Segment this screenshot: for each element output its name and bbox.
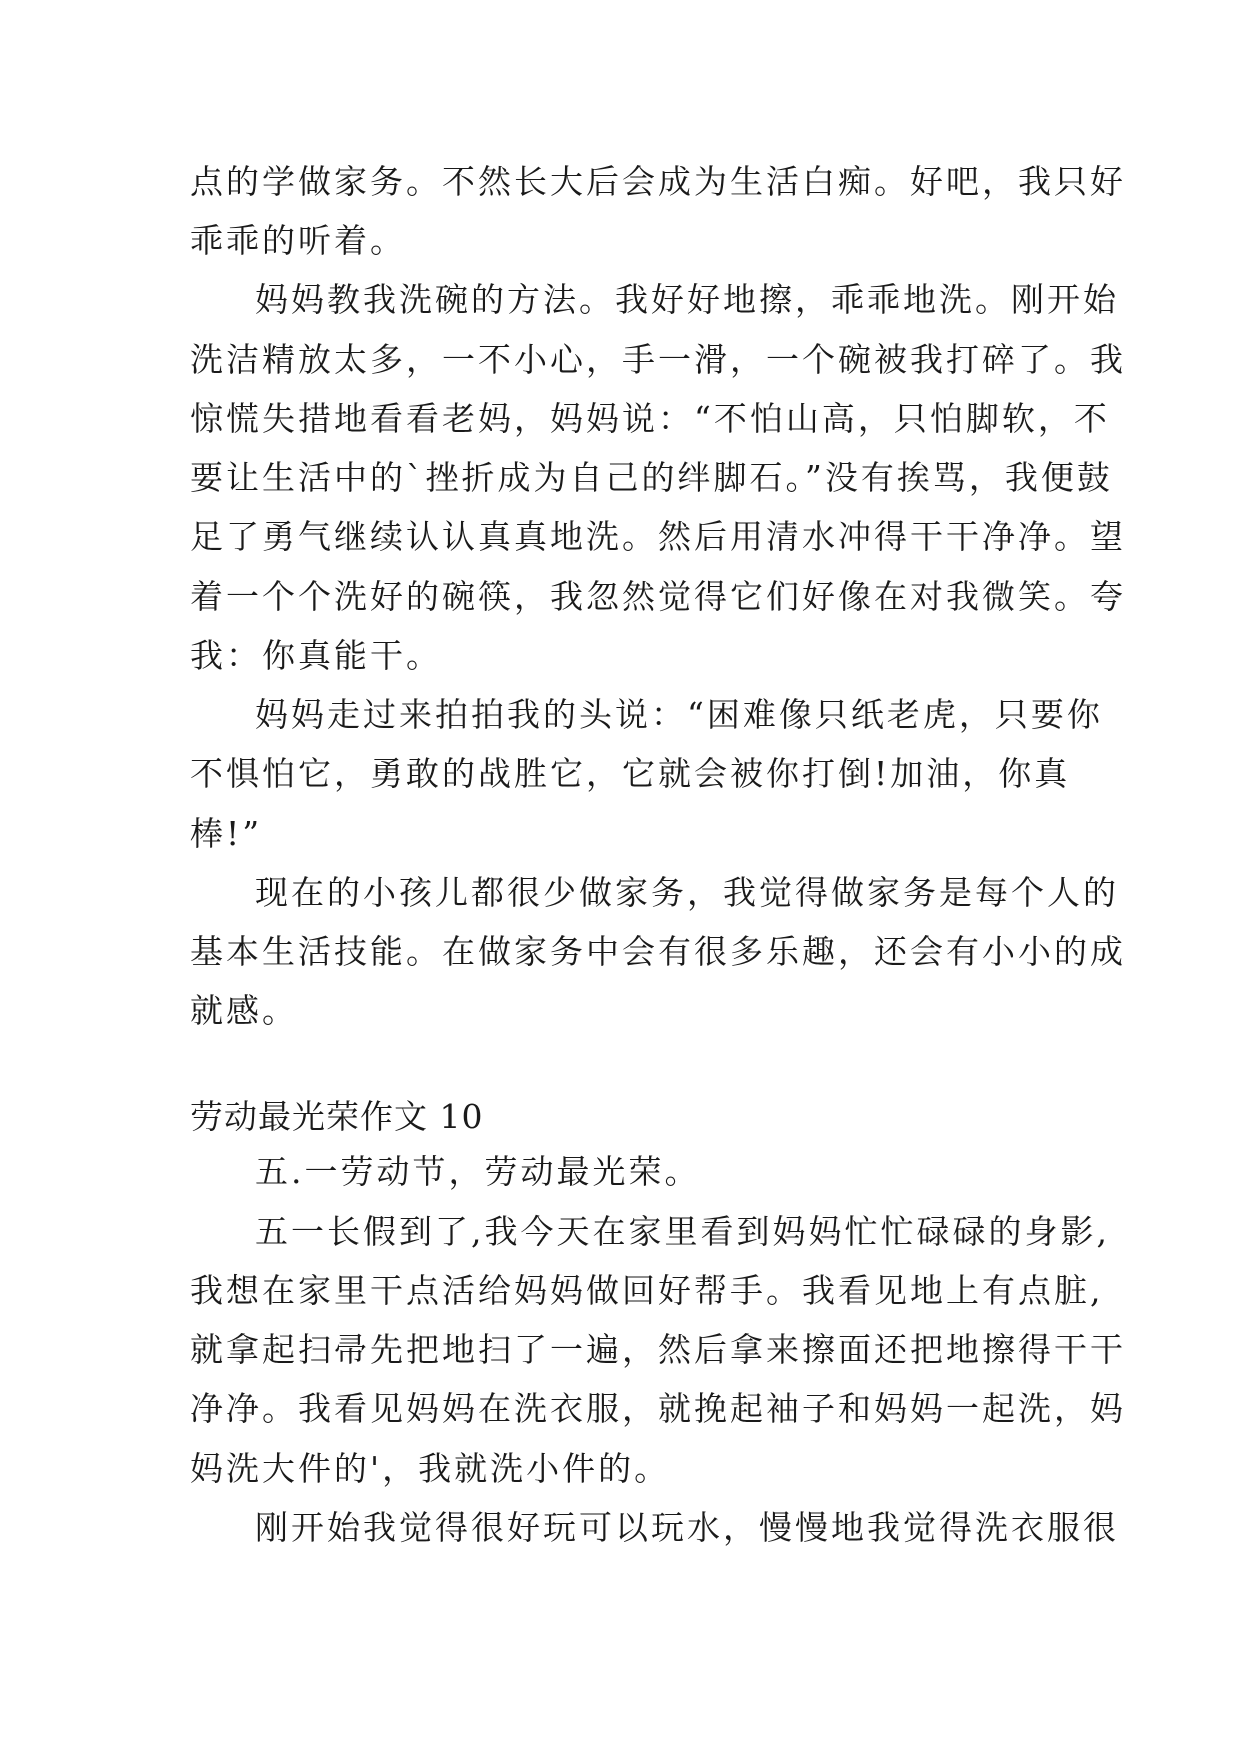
text-line: 我：你真能干。 (190, 636, 442, 675)
section-heading: 劳动最光荣作文 10 (190, 1097, 484, 1136)
text-line: 妈洗大件的'，我就洗小件的。 (190, 1449, 671, 1488)
text-line: 基本生活技能。在做家务中会有很多乐趣，还会有小小的成 (190, 932, 1126, 971)
text-line: 净净。我看见妈妈在洗衣服，就挽起袖子和妈妈一起洗，妈 (190, 1389, 1126, 1428)
paragraph-first-line: 刚开始我觉得很好玩可以玩水，慢慢地我觉得洗衣服很 (255, 1508, 1119, 1547)
text-line: 就拿起扫帚先把地扫了一遍，然后拿来擦面还把地擦得干干 (190, 1330, 1126, 1369)
text-line: 不惧怕它，勇敢的战胜它，它就会被你打倒!加油，你真 (190, 754, 1071, 793)
paragraph-first-line: 五一长假到了,我今天在家里看到妈妈忙忙碌碌的身影, (255, 1212, 1110, 1251)
text-line: 着一个个洗好的碗筷，我忽然觉得它们好像在对我微笑。夸 (190, 577, 1126, 616)
paragraph-first-line: 现在的小孩儿都很少做家务，我觉得做家务是每个人的 (255, 873, 1119, 912)
text-line: 洗洁精放太多，一不小心，手一滑，一个碗被我打碎了。我 (190, 340, 1126, 379)
paragraph-first-line: 妈妈走过来拍拍我的头说：“困难像只纸老虎，只要你 (255, 695, 1103, 734)
paragraph-first-line: 妈妈教我洗碗的方法。我好好地擦，乖乖地洗。刚开始 (255, 280, 1119, 319)
text-line: 就感。 (190, 991, 298, 1030)
paragraph-first-line: 五.一劳动节，劳动最光荣。 (255, 1152, 701, 1191)
text-line: 我想在家里干点活给妈妈做回好帮手。我看见地上有点脏, (190, 1271, 1104, 1310)
text-line: 棒!” (190, 814, 263, 853)
text-line: 点的学做家务。不然长大后会成为生活白痴。好吧，我只好 (190, 162, 1126, 201)
text-line: 惊慌失措地看看老妈，妈妈说：“不怕山高，只怕脚软，不 (190, 399, 1110, 438)
text-line: 乖乖的听着。 (190, 221, 406, 260)
text-line: 要让生活中的`挫折成为自己的绊脚石。”没有挨骂，我便鼓 (190, 458, 1113, 497)
text-line: 足了勇气继续认认真真地洗。然后用清水冲得干干净净。望 (190, 517, 1126, 556)
